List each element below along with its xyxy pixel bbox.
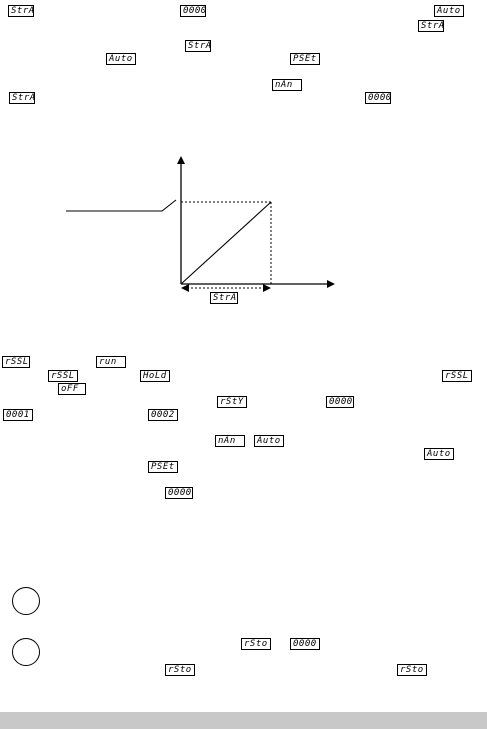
lcd-rsto: rSto xyxy=(397,664,427,676)
lcd-strA: StrA xyxy=(185,40,211,52)
lcd-zero: 0000 xyxy=(165,487,193,499)
lcd-pset: PSEt xyxy=(148,461,178,473)
lcd-strA-duration: StrA xyxy=(210,292,238,304)
lcd-man: nAn xyxy=(215,435,245,447)
lcd-auto: Auto xyxy=(254,435,284,447)
lcd-rsty: rStY xyxy=(217,396,247,408)
lcd-zero: 0000 xyxy=(180,5,206,17)
footer-bar xyxy=(0,712,487,729)
lcd-rssl: rSSL xyxy=(2,356,30,368)
ramp-diagram xyxy=(0,0,487,330)
lcd-hold: HoLd xyxy=(140,370,170,382)
lcd-run: run xyxy=(96,356,126,368)
lcd-pset: PSEt xyxy=(290,53,320,65)
lcd-auto: Auto xyxy=(424,448,454,460)
lcd-one: 0001 xyxy=(3,409,33,421)
step-circle-2 xyxy=(12,638,40,666)
lcd-two: 0002 xyxy=(148,409,178,421)
lcd-zero: 0000 xyxy=(290,638,320,650)
lcd-zero: 0000 xyxy=(365,92,391,104)
leader-line xyxy=(66,200,176,211)
lcd-auto: Auto xyxy=(106,53,136,65)
lcd-off: oFF xyxy=(58,383,86,395)
step-circle-1 xyxy=(12,587,40,615)
lcd-strA: StrA xyxy=(418,20,444,32)
lcd-rsto: rSto xyxy=(165,664,195,676)
lcd-rssl: rSSL xyxy=(442,370,472,382)
lcd-rssl: rSSL xyxy=(48,370,78,382)
lcd-zero: 0000 xyxy=(326,396,354,408)
lcd-auto: Auto xyxy=(434,5,464,17)
lcd-rsto: rSto xyxy=(241,638,271,650)
lcd-strA: StrA xyxy=(8,5,34,17)
lcd-strA: StrA xyxy=(9,92,35,104)
ramp-line xyxy=(181,202,271,284)
lcd-man: nAn xyxy=(272,79,302,91)
